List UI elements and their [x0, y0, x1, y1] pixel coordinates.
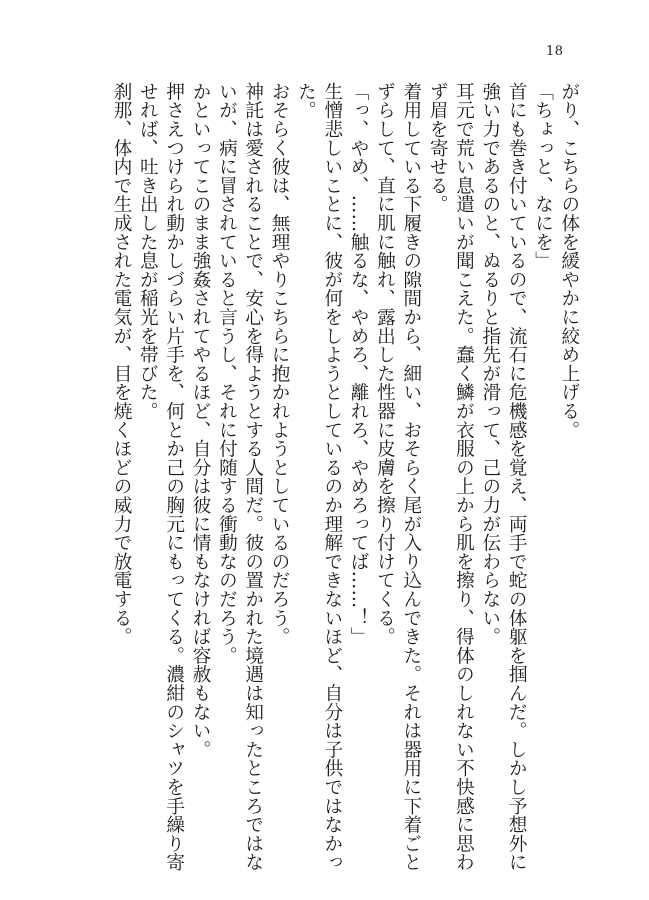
page-number: 18: [546, 44, 564, 59]
text-line: 首にも巻き付いているので、流石に危機感を覚え、両手で蛇の体躯を掴んだ。しかし予想外に: [506, 82, 528, 872]
text-line: 生憎悲しいことに、彼が何をしようとしているのか理解できないほど、自分は子供ではなかっ: [321, 82, 343, 872]
text-line: 強い力であるのと、ぬるりと指先が滑って、己の力が伝わらない。: [479, 82, 501, 646]
text-line: せれば、吐き出した息が稲光を帯びた。: [137, 82, 159, 421]
text-line: 刹那、体内で生成された電気が、目を焼くほどの威力で放電する。: [111, 82, 132, 646]
text-line: いが、病に冒されていると言うし、それに付随する衝動なのだろう。: [216, 82, 238, 665]
text-line: 「ちょっと、なにを」: [532, 82, 554, 270]
text-line: おそらく彼は、無理やりこちらに抱かれようとしているのだろう。: [269, 82, 291, 646]
text-line: がり、こちらの体を緩やかに絞め上げる。: [558, 82, 580, 440]
text-line: た。: [295, 82, 317, 120]
body-text: [110, 82, 580, 882]
text-line: ずらして、直に肌に触れ、露出した性器に皮膚を擦り付けてくる。: [374, 82, 396, 646]
text-line: 着用している下履きの隙間から、細い、おそらく尾が入り込んできた。それは器用に下着ごと: [400, 82, 422, 872]
text-line: 「っ、やめ、……触るな、やめろ、離れろ、やめろってば……！」: [348, 82, 370, 646]
text-line: 押さえつけられ動かしづらい片手を、何とか己の胸元にもってくる。濃紺のシャツを手繰り寄: [163, 82, 185, 872]
text-line: ず眉を寄せる。: [427, 82, 449, 214]
text-line: かといってこのまま強姦されてやるほど、自分は彼に情もなければ容赦もない。: [190, 82, 212, 759]
text-line: 神託は愛されることで、安心を得ようとする人間だ。彼の置かれた境遇は知ったところではな: [242, 82, 264, 872]
text-line: 耳元で荒い息遣いが聞こえた。蠢く鱗が衣服の上から肌を擦り、得体のしれない不快感に思わ: [453, 82, 475, 872]
